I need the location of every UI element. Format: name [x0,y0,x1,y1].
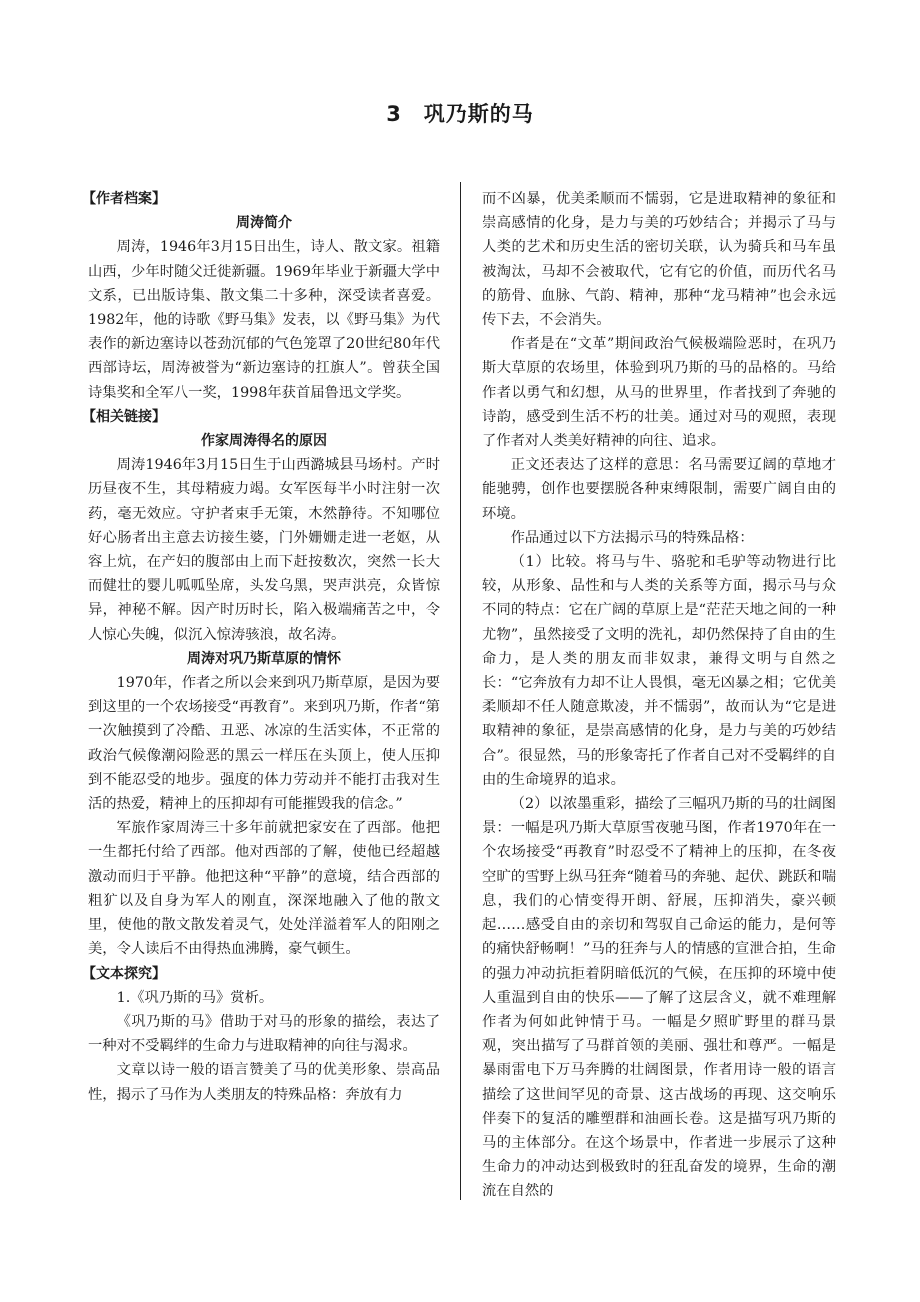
paragraph-meaning: 正文还表达了这样的意思：名马需要辽阔的草地才能驰骋，创作也要摆脱各种束缚限制，需要广阔自由的环境。 [482,457,836,522]
paragraph-methods-intro: 作品通过以下方法揭示马的特殊品格： [510,529,754,546]
paragraph-continued: 而不凶暴，优美柔顺而不懦弱，它是进取精神的象征和崇高感情的化身，是力与美的巧妙结合；并揭示了马与人类的艺术和历史生活的密切关联，认为骑兵和马车虽被淘汰，马却不会被取代，它有它的价值，而历代名马的筋骨、血脉、气韵、精神，那种“龙马精神”也会永远传下去，不会消失。 [482,191,836,329]
subheading-bio: 周涛简介 [236,215,292,232]
paragraph-method-comparison: （1）比较。将马与牛、骆驼和毛驴等动物进行比较，从形象、品性和与人类的关系等方面，揭示马与众不同的特点：它在广阔的草原上是“茫茫天地之间的一种尤物”，虽然接受了文明的洗礼，却仍然保持了自由的生命力，是人类的朋友而非奴隶，兼得文明与自然之长：“它奔放有力却不让人畏惧，毫无凶暴之相；它优美柔顺却不任人随意欺凌，并不懦弱”，故而认为“它是进取精神的象征，是崇高感情的化身，是力与美的巧妙结合”。很显然，马的形象寄托了作者自己对不受羁绊的自由的生命境界的追求。 [482,554,836,788]
paragraph-grassland-1: 1970年，作者之所以会来到巩乃斯草原，是因为要到这里的一个农场接受“再教育”。来到巩乃斯，作者“第一次触摸到了冷酷、丑恶、冰凉的生活实体，不正常的政治气候像潮闷险恶的黑云一样压在头顶上，使人压抑到不能忍受的地步。强度的体力劳动并不能打击我对生活的热爱，精神上的压抑却有可能摧毁我的信念。” [88,675,440,813]
paragraph-study-item-1: 1.《巩乃斯的马》赏析。 [116,989,274,1006]
paragraph-grassland-2: 军旅作家周涛三十多年前就把家安在了西部。他把一生都托付给了西部。他对西部的了解，使他已经超越激动而归于平静。他把这种“平静”的意境，结合西部的粗犷以及自身为军人的刚直，深深地融入了他的散文里，使他的散文散发着灵气，处处洋溢着军人的阳刚之美，令人读后不由得热血沸腾，豪气顿生。 [88,820,440,958]
paragraph-study-3: 文章以诗一般的语言赞美了马的优美形象、崇高品性，揭示了马作为人类朋友的特殊品格：奔放有力 [88,1062,440,1103]
paragraph-bio: 周涛，1946年3月15日出生，诗人、散文家。祖籍山西，少年时随父迁徙新疆。1969年毕业于新疆大学中文系，已出版诗集、散文集二十多种，深受读者喜爱。1982年，他的诗歌《野马集》发表，以《野马集》为代表作的新边塞诗以苍劲沉郁的气色笼罩了20世纪80年代西部诗坛，周涛被誉为“新边塞诗的扛旗人”。曾获全国诗集奖和全军八一奖，1998年获首届鲁迅文学奖。 [88,239,440,401]
column-divider [460,182,461,1200]
page-title: 3 巩乃斯的马 [386,102,534,126]
paragraph-study-2: 《巩乃斯的马》借助于对马的形象的描绘，表达了一种对不受羁绊的生命力与进取精神的向往与渴求。 [88,1013,440,1055]
subheading-grassland: 周涛对巩乃斯草原的情怀 [187,650,341,667]
section-heading-links: 【相关链接】 [82,408,166,425]
left-column [82,187,440,1107]
section-heading-text-study: 【文本探究】 [82,965,166,982]
section-heading-author: 【作者档案】 [82,191,166,207]
subheading-name-origin: 作家周涛得名的原因 [201,433,327,450]
paragraph-method-scenes: （2）以浓墨重彩，描绘了三幅巩乃斯的马的壮阔图景：一幅是巩乃斯大草原雪夜驰马图，作者1970年在一个农场接受“再教育”时忍受不了精神上的压抑，在冬夜空旷的雪野上纵马狂奔“随着马的奔驰、起伏、跳跃和喘息，我们的心情变得开朗、舒展，压抑消失，豪兴顿起……感受自由的亲切和驾驭自己命运的能力，是何等的痛快舒畅啊！”马的狂奔与人的情感的宣泄合拍，生命的强力冲动抗拒着阴暗低沉的气候，在压抑的环境中使人重温到自由的快乐——了解了这层含义，就不难理解作者为何如此钟情于马。一幅是夕照旷野里的群马景观，突出描写了马群首领的美丽、强壮和尊严。一幅是暴雨雷电下万马奔腾的壮阔图景，作者用诗一般的语言描绘了这世间罕见的奇景、这古战场的再现、这交响乐伴奏下的复活的雕塑群和油画长卷。这是描写巩乃斯的马的主体部分。在这个场景中，作者进一步展示了这种生命力的冲动达到极致时的狂乱奋发的境界，生命的潮流在自然的 [482,796,837,1200]
right-column [482,187,836,1204]
paragraph-context: 作者是在“文革”期间政治气候极端险恶时，在巩乃斯大草原的农场里，体验到巩乃斯的马的品格的。马给作者以勇气和幻想，从马的世界里，作者找到了奔驰的诗韵，感受到生活不朽的壮美。通过对马的观照，表现了作者对人类美好精神的向往、追求。 [482,336,836,450]
paragraph-name-origin: 周涛1946年3月15日生于山西潞城县马场村。产时历昼夜不生，其母精疲力竭。女军医每半小时注射一次药，毫无效应。守护者束手无策，木然静待。不知哪位好心肠者出主意去访接生婆，门外姗姗走进一老妪，从容上炕，在产妇的腹部由上而下赶按数次，突然一长大而健壮的婴儿呱呱坠席，头发乌黑，哭声洪亮，众皆惊异，神秘不解。因产时历时长，陷入极端痛苦之中，令人惊心失魄，似沉入惊涛骇浪，故名涛。 [88,457,440,643]
